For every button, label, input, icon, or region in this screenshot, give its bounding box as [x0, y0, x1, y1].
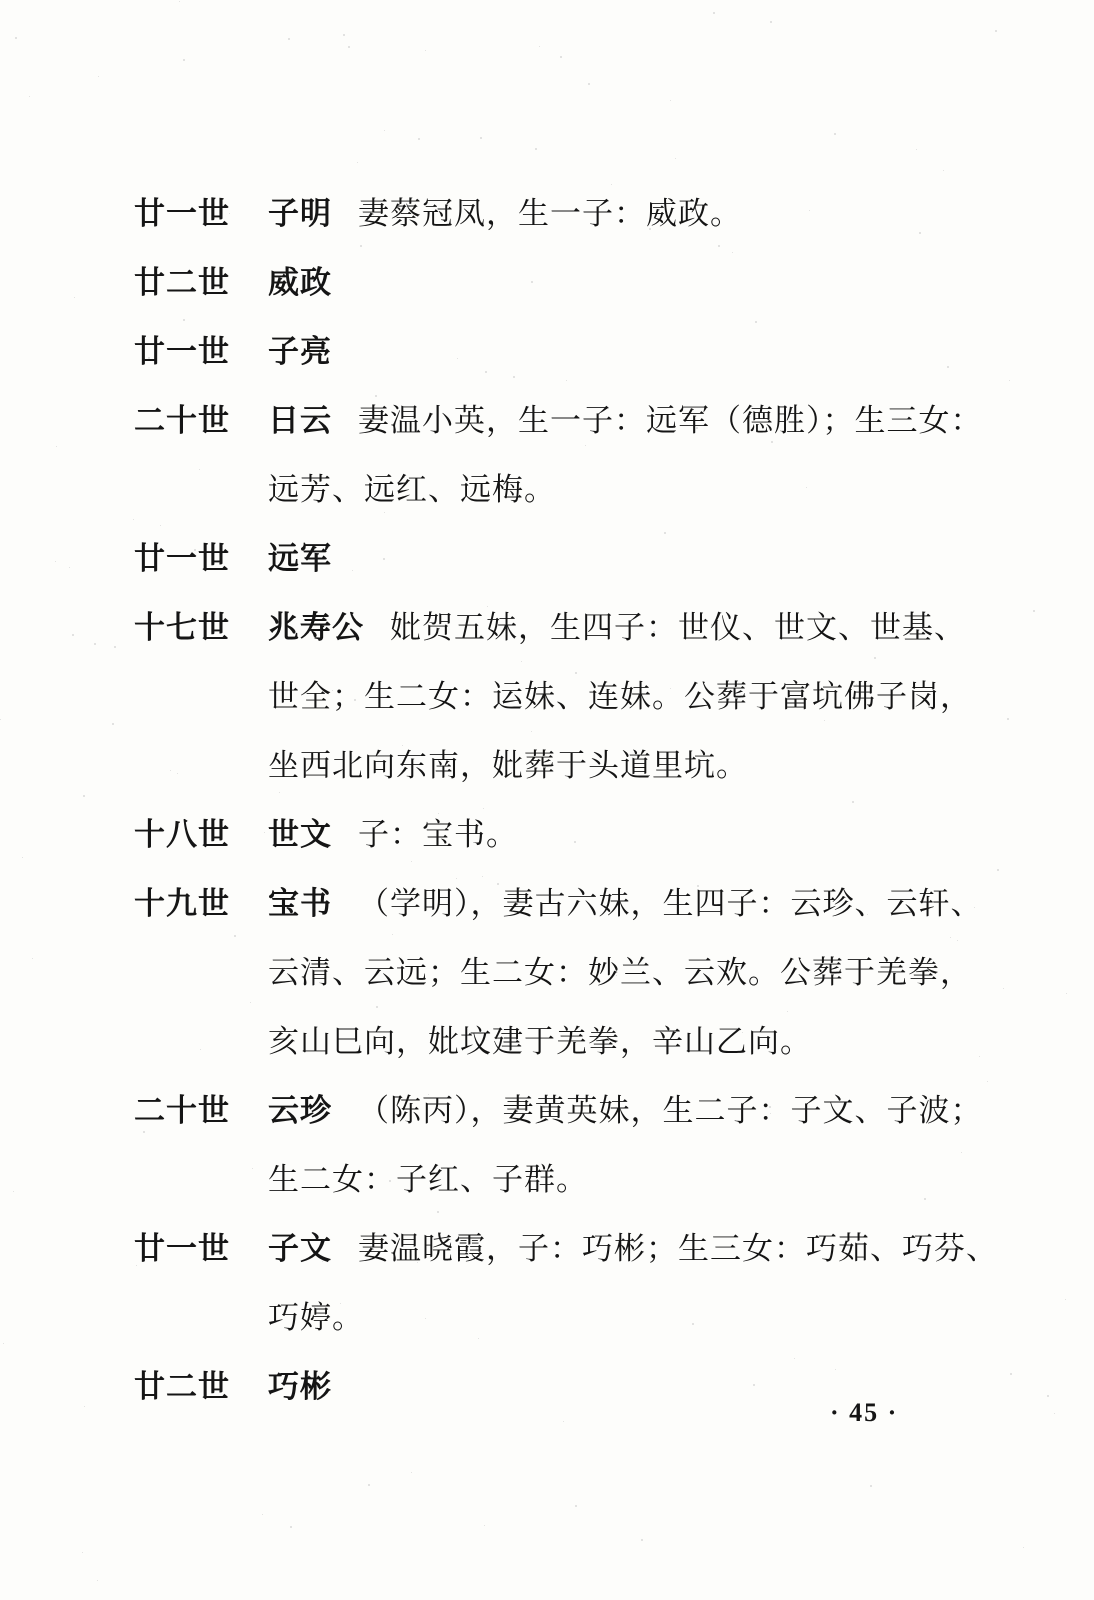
paper-speck	[179, 1, 180, 2]
paper-speck	[368, 1484, 370, 1486]
paper-speck	[1007, 718, 1009, 720]
entry-line	[268, 1284, 998, 1353]
entry-content	[268, 801, 994, 870]
paper-speck	[641, 1539, 643, 1541]
generation-label: 廿一世	[134, 334, 230, 370]
generation-label: 十八世	[134, 817, 230, 853]
entry-line	[268, 387, 994, 456]
paper-speck	[997, 869, 999, 871]
person-name: 子明	[268, 196, 332, 232]
paper-speck	[1054, 1413, 1055, 1414]
genealogy-entry	[134, 594, 994, 801]
person-name: 日云	[268, 403, 332, 439]
genealogy-entry	[134, 801, 994, 870]
paper-speck	[84, 1406, 85, 1407]
entry-line	[268, 939, 994, 1008]
genealogy-entry	[134, 1215, 998, 1353]
paper-speck	[112, 723, 114, 725]
entry-line	[268, 663, 994, 732]
paper-speck	[56, 446, 57, 447]
entry-content	[268, 180, 994, 249]
genealogy-entry	[134, 249, 994, 318]
genealogy-entry	[134, 180, 994, 249]
page-number: · 45 ·	[830, 1398, 899, 1427]
person-name: 兆寿公	[268, 610, 364, 646]
paper-speck	[98, 76, 99, 77]
entry-text: （学明），妻古六妹，生四子：云珍、云轩、	[358, 886, 983, 922]
entry-content	[268, 870, 994, 1077]
entry-line	[268, 870, 994, 939]
entry-line	[268, 249, 994, 318]
entry-text: 云清、云远；生二女：妙兰、云欢。公葬于羌拳，	[268, 955, 972, 991]
paper-speck	[1010, 1373, 1012, 1375]
paper-speck	[1003, 988, 1004, 989]
entry-line	[268, 801, 994, 870]
paper-speck	[675, 158, 676, 159]
genealogy-entry	[134, 387, 994, 525]
entry-text: 远芳、远红、远梅。	[268, 472, 556, 508]
paper-speck	[343, 34, 345, 36]
generation-label: 廿二世	[134, 265, 230, 301]
paper-speck	[1065, 1299, 1066, 1300]
paper-speck	[480, 137, 482, 139]
entry-text: 生二女：子红、子群。	[268, 1162, 588, 1198]
paper-speck	[72, 634, 74, 636]
paper-speck	[539, 46, 540, 47]
entry-line	[268, 1008, 994, 1077]
paper-speck	[82, 1552, 83, 1553]
genealogy-entries	[134, 180, 998, 1422]
entry-line	[268, 1077, 994, 1146]
paper-speck	[15, 37, 17, 39]
entry-line	[268, 318, 994, 387]
paper-speck	[22, 857, 23, 858]
paper-speck	[55, 561, 56, 562]
paper-speck	[384, 130, 385, 131]
paper-speck	[0, 719, 1, 720]
paper-speck	[535, 148, 537, 150]
entry-text: 子：宝书。	[358, 817, 518, 853]
paper-speck	[357, 162, 358, 163]
paper-speck	[1023, 1547, 1024, 1548]
person-name: 云珍	[268, 1093, 332, 1129]
generation-label: 十七世	[134, 610, 230, 646]
generation-label: 廿一世	[134, 1231, 230, 1267]
paper-speck	[1033, 610, 1035, 612]
paper-speck	[1009, 380, 1010, 381]
paper-speck	[262, 1514, 263, 1515]
paper-speck	[770, 21, 772, 23]
person-name: 子亮	[268, 334, 332, 370]
paper-speck	[13, 1191, 14, 1192]
paper-speck	[94, 643, 96, 645]
paper-speck	[97, 1580, 98, 1581]
entry-content	[268, 318, 994, 387]
paper-speck	[484, 1525, 485, 1526]
entry-content	[268, 387, 994, 525]
person-name: 子文	[268, 1231, 332, 1267]
paper-speck	[870, 1485, 872, 1487]
paper-speck	[943, 170, 944, 171]
person-name: 威政	[268, 265, 332, 301]
paper-speck	[183, 59, 185, 61]
entry-text: 妣贺五妹，生四子：世仪、世文、世基、	[390, 610, 966, 646]
paper-speck	[290, 1526, 292, 1528]
entry-content	[268, 1215, 998, 1353]
entry-text: 坐西北向东南，妣葬于头道里坑。	[268, 748, 748, 784]
entry-text: 世全；生二女：运妹、连妹。公葬于富坑佛子岗，	[268, 679, 972, 715]
person-name: 远军	[268, 541, 332, 577]
paper-speck	[114, 646, 116, 648]
entry-content	[268, 1077, 994, 1215]
entry-line	[268, 1146, 994, 1215]
paper-speck	[83, 795, 85, 797]
generation-label: 廿一世	[134, 196, 230, 232]
generation-label: 二十世	[134, 403, 230, 439]
entry-line	[268, 525, 994, 594]
paper-speck	[916, 149, 917, 150]
entry-text: 巧婷。	[268, 1300, 364, 1336]
generation-label: 二十世	[134, 1093, 230, 1129]
paper-speck	[3, 1343, 4, 1344]
generation-label: 廿二世	[134, 1369, 230, 1405]
entry-text: 妻蔡冠凤，生一子：威政。	[358, 196, 742, 232]
paper-speck	[411, 1472, 412, 1473]
paper-speck	[29, 96, 30, 97]
entry-line	[268, 1215, 998, 1284]
generation-label: 廿一世	[134, 541, 230, 577]
paper-speck	[288, 38, 290, 40]
person-name: 宝书	[268, 886, 332, 922]
paper-speck	[348, 46, 350, 48]
entry-content	[268, 594, 994, 801]
paper-speck	[1047, 1395, 1049, 1397]
paper-speck	[995, 30, 997, 32]
paper-speck	[588, 83, 590, 85]
person-name: 巧彬	[268, 1369, 332, 1405]
entry-text: 妻温小英，生一子：远军（德胜）；生三女：	[358, 403, 983, 439]
entry-content	[268, 525, 994, 594]
entry-text: 亥山巳向，妣坟建于羌拳，辛山乙向。	[268, 1024, 812, 1060]
paper-speck	[575, 1505, 577, 1507]
entry-line	[268, 732, 994, 801]
paper-speck	[69, 567, 70, 568]
paper-speck	[425, 50, 426, 51]
genealogy-entry	[134, 1077, 994, 1215]
entry-text: 妻温晓霞，子：巧彬；生三女：巧茹、巧芬、	[358, 1231, 998, 1267]
paper-speck	[560, 56, 562, 58]
genealogy-entry	[134, 870, 994, 1077]
entry-text: （陈丙），妻黄英妹，生二子：子文、子波；	[358, 1093, 983, 1129]
paper-speck	[1066, 993, 1067, 994]
genealogy-entry	[134, 318, 994, 387]
genealogy-entry	[134, 525, 994, 594]
paper-speck	[834, 133, 836, 135]
paper-speck	[713, 12, 715, 14]
paper-speck	[670, 100, 671, 101]
entry-content	[268, 249, 994, 318]
paper-speck	[74, 297, 75, 298]
generation-label: 十九世	[134, 886, 230, 922]
paper-speck	[418, 138, 420, 140]
entry-line	[268, 180, 994, 249]
person-name: 世文	[268, 817, 332, 853]
paper-speck	[32, 958, 33, 959]
entry-line	[268, 456, 994, 525]
entry-line	[268, 594, 994, 663]
